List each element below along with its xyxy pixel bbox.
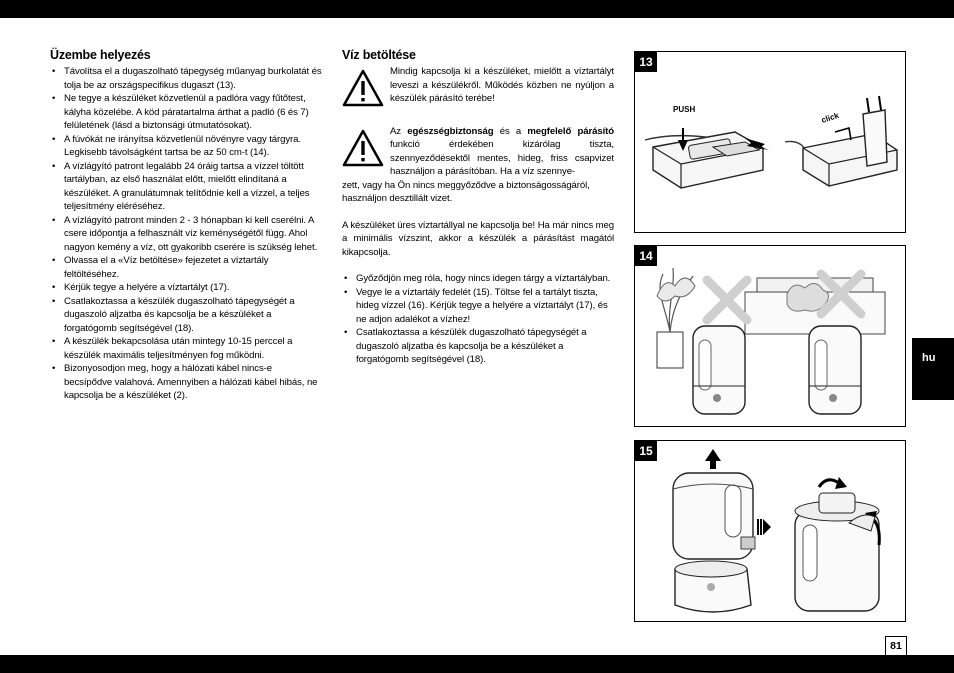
bottom-bar <box>0 655 954 673</box>
figure-14-panel <box>634 245 906 427</box>
list-item: • A fúvókát ne irányítsa közvetlenül növényre vagy tárgyra. Legkisebb távolságként tartsa be az 50 cm-t (14). <box>50 133 322 160</box>
list-item: • A készülék bekapcsolása után mintegy 10-15 perccel a készülék maximális teljesítményen fog működni. <box>50 335 322 362</box>
warning-text-1: Mindig kapcsolja ki a készüléket, mielőtt a víztartályt leveszi a készülékről. Működés közben ne nyúljon a készülék párásító terébe! <box>390 66 614 104</box>
click-label: click <box>820 110 840 125</box>
warning-text-2-continued: zett, vagy ha Ön nincs meggyőződve a biztonságosságáról, használjon desztillált vizet. <box>342 179 590 204</box>
setup-list <box>50 65 322 403</box>
section-setup-heading: Üzembe helyezés <box>50 48 151 62</box>
warning-block-1 <box>342 65 614 112</box>
warning-triangle-icon <box>342 129 390 172</box>
list-item: • Ne tegye a készüléket közvetlenül a padlóra vagy fűtőtest, kályha közelébe. A köd páratartalma árthat a padló (6 és 7) felületének (lásd a biztonsági útmutatósokat). <box>50 92 322 133</box>
section-water-heading: Víz betöltése <box>342 48 416 62</box>
power-adapter-illustration <box>635 52 905 232</box>
figure-number: 15 <box>635 441 657 461</box>
placement-illustration <box>635 246 905 426</box>
section-setup <box>50 48 322 403</box>
list-item: • Csatlakoztassa a készülék dugaszolható tápegységét a dugaszoló aljzatba és kapcsolja be a készüléket a forgatógomb segítségével (18). <box>342 326 614 367</box>
list-item: • Olvassa el a «Víz betöltése» fejezetet a víztartály feltöltéséhez. <box>50 254 322 281</box>
list-item: • Vegye le a víztartály fedelét (15). Töltse fel a tartályt tiszta, hideg vízzel (16). Kérjük tegye a helyére a víztartályt (17), és ne adjon adalékot a vízhez! <box>342 286 614 327</box>
figure-13-panel <box>634 51 906 233</box>
warning-text-2: Az egészségbiztonság és a megfelelő párásító funkció érdekében kizárólag tiszta, szennyeződésektől mentes, hideg, friss csapvizet használjon a párásítóban. Ha a víz szennye- <box>390 125 614 177</box>
tank-removal-illustration <box>635 441 905 621</box>
empty-tank-paragraph: A készüléket üres víztartállyal ne kapcsolja be! Ha már nincs meg a minimális vízszint, akkor a készülék a párásítást magától kikapcsolja. <box>342 219 614 258</box>
figure-number: 14 <box>635 246 657 266</box>
figure-15-panel <box>634 440 906 622</box>
list-item: • A vízlágyító patront legalább 24 óráig tartsa a vízzel töltött tartályban, az első használat előtt, mielőtt elindítaná a készüléket. A granulátumnak telítődnie kell a vízzel, a teljes teljesítmény eléréséhez. <box>50 160 322 214</box>
list-item: • Bizonyosodjon meg, hogy a hálózati kábel nincs-e becsípődve valahová. Amennyiben a hálózati kábel hibás, ne kapcsolja be a készüléket (2). <box>50 362 322 403</box>
warning-triangle-icon <box>342 69 390 112</box>
list-item: • Távolítsa el a dugaszolható tápegység műanyag burkolatát és tolja be az országspecifikus dugaszt (13). <box>50 65 322 92</box>
list-item: • Csatlakoztassa a készülék dugaszolható tápegységét a dugaszoló aljzatba és kapcsolja be a készüléket a forgatógomb segítségével (18). <box>50 295 322 336</box>
figure-number: 13 <box>635 52 657 72</box>
push-label: PUSH <box>673 105 696 114</box>
list-item: • Győződjön meg róla, hogy nincs idegen tárgy a víztartályban. <box>342 272 614 286</box>
language-tab: hu <box>912 338 954 400</box>
warning-block-2 <box>342 125 614 179</box>
list-item: • A vízlágyító patront minden 2 - 3 hónapban ki kell cserélni. A csere időpontja a felhasznált víz keménységétől függ. Ahol nagyon kemény a víz, ott gyakoribb cserére is szükség lehet. <box>50 214 322 255</box>
page-number: 81 <box>885 636 907 655</box>
list-item: • Kérjük tegye a helyére a víztartályt (17). <box>50 281 322 295</box>
water-filling-list <box>342 272 614 367</box>
top-bar <box>0 0 954 18</box>
section-water-filling <box>342 48 614 367</box>
